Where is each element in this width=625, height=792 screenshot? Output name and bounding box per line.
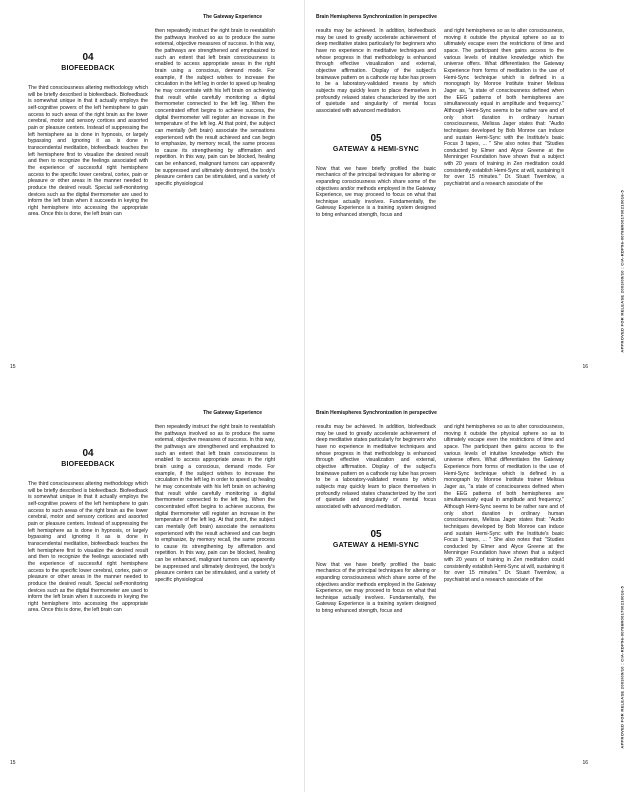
body-text: then repeatedly instruct the right brain to reestablish the pathways involved so as to produce the same external, objective measures of success. In this way, the pathways are strengthened and emphasized to such an extent that left brain consciousness is enabled to access appropriate areas in the right brain using a conscious, demand mode. For example, if the subject wishes to increase the circulation in the left leg in order to speed up healing he may concentrate with his left brain on achieving that result while carefully monitoring a digital thermometer connected to the left leg. When the concentrated effort begins to achieve success, the digital thermometer will register an increase in the temperature of the left leg. At that point, the subject can mentally (left brain) associate the sensations experienced with the result achieved and can begin to emphasize, by memory recall, the same process to cause its strengthening by affirmation and repetition. In this way, pain can be blocked, healing can be enhanced, malignant tumors can apparently be suppressed and ultimately destroyed, the body's pleasure centers can be stimulated, and a variety of specific physiological bbox=[155, 28, 275, 188]
left-page-column-1 bbox=[28, 448, 148, 614]
right-page-header: Brain Hemispheres Synchronization in perspective bbox=[316, 410, 437, 416]
left-page-header: The Gateway Experience bbox=[203, 14, 262, 20]
left-page-column-2 bbox=[155, 424, 275, 584]
section-number: 04 bbox=[82, 448, 94, 459]
left-page-column-2 bbox=[155, 28, 275, 188]
release-stamp: APPROVED FOR RELEASE 2003/09/10 : CIA-RDP96-00788R001700210016-5 bbox=[620, 190, 625, 353]
right-page-column-2 bbox=[444, 28, 564, 188]
section-05-heading bbox=[316, 133, 436, 154]
body-text: Now that we have briefly profiled the basic mechanics of the principal techniques for altering or expanding consciousness which share some of the objectives and/or methods employed in the Gateway Experience, we may proceed to focus on what that technique actually involves. Fundamentally, the Gateway Experience is a training system designed to bring enhanced strength, focus and bbox=[316, 165, 436, 219]
section-04-heading bbox=[28, 448, 148, 469]
body-text: then repeatedly instruct the right brain to reestablish the pathways involved so as to produce the same external, objective measures of success. In this way, the pathways are strengthened and emphasized to such an extent that left brain consciousness is enabled to access appropriate areas in the right brain using a conscious, demand mode. For example, if the subject wishes to increase the circulation in the left leg in order to speed up healing he may concentrate with his left brain on achieving that result while carefully monitoring a digital thermometer connected to the left leg. When the concentrated effort begins to achieve success, the digital thermometer will register an increase in the temperature of the left leg. At that point, the subject can mentally (left brain) associate the sensations experienced with the result achieved and can begin to emphasize, by memory recall, the same process to cause its strengthening by affirmation and repetition. In this way, pain can be blocked, healing can be enhanced, malignant tumors can apparently be suppressed and ultimately destroyed, the body's pleasure centers can be stimulated, and a variety of specific physiological bbox=[155, 424, 275, 584]
release-stamp: APPROVED FOR RELEASE 2003/09/10 : CIA-RDP96-00788R001700210016-5 bbox=[620, 586, 625, 749]
gutter-divider bbox=[304, 396, 305, 792]
right-page-header: Brain Hemispheres Synchronization in perspective bbox=[316, 14, 437, 20]
body-text: and right hemispheres so as to alter consciousness, moving it outside the physical sphere so as to ultimately escape even the restrictions of time and space. The participant then gains access to the various levels of intuitive knowledge which the universe offers. What differentiates the Gateway Experience from forms of meditation is the use of Hemi-Sync technique which is defined in a monograph by Monroe Institute trainer Melissa Jager as, "a state of consciousness defined when the EEG patterns of both hemispheres are simultaneously equal in amplitude and frequency." Although Hemi-Sync seems to be rather rare and of only short duration in ordinary human consciousness, Melissa Jager states that: "Audio techniques developed by Bob Monroe can induce and sustain Hemi-Sync with the Institute's basic Focus 3 tapes, ... " She also notes that: "Studies conducted by Elmer and Alyce Greene at the Menninger Foundation have shown that a subject with 20 years of training in Zen meditation could consistently establish Hemi-Sync at will, sustaining it for over 15 minutes." Dr. Stuart Twemlow, a psychiatrist and a research associate of the bbox=[444, 424, 564, 584]
body-text: The third consciousness altering methodology which will be briefly described is biofeedback. Biofeedback is somewhat unique in that it actually employs the self-cognitive powers of the left hemisphere to gain access to such areas of the right brain as the lower cerebral, motor and sensory cortices and assorted pain or pleasure centers. Instead of suppressing the left hemisphere as is done in hypnosis, or largely bypassing and ignoring it as is done in transcendental meditation, biofeedback teaches the left hemisphere first to visualize the desired result and then to recognize the feelings associated with the experience of successful right hemisphere access to the specific lower cerebral, cortex, pain or pleasure or other areas in the manner needed to produce the desired result. Special self-monitoring devices such as the digital thermometer are used to inform the left brain when it succeeds in keying the right hemisphere into accessing the appropriate area. Once this is done, the left brain can bbox=[28, 481, 148, 614]
body-text: results may be achieved. In addition, biofeedback may be used to greatly accelerate achievement of deep meditative states particularly for beginners who have no experience in meditative techniques and whose progress in that methodology is enhanced through effective visualization and external, objective affirmation. Display of the subject's brainwave pattern on a cathode ray tube has proven to be a laboratory-validated means by which subjects may quickly learn to place themselves in profoundly relaxed states characterized by the sort of quietude and singularity of mental focus associated with advanced meditation. bbox=[316, 424, 437, 510]
body-text: The third consciousness altering methodology which will be briefly described is biofeedback. Biofeedback is somewhat unique in that it actually employs the self-cognitive powers of the left hemisphere to gain access to such areas of the right brain as the lower cerebral, motor and sensory cortices and assorted pain or pleasure centers. Instead of suppressing the left hemisphere as is done in hypnosis, or largely bypassing and ignoring it as is done in transcendental meditation, biofeedback teaches the left hemisphere first to visualize the desired result and then to recognize the feelings associated with the experience of successful right hemisphere access to the specific lower cerebral, cortex, pain or pleasure or other areas in the manner needed to produce the desired result. Special self-monitoring devices such as the digital thermometer are used to inform the left brain when it succeeds in keying the right hemisphere into accessing the appropriate area. Once this is done, the left brain can bbox=[28, 85, 148, 218]
left-page-column-1 bbox=[28, 52, 148, 218]
left-page bbox=[0, 396, 300, 792]
section-title: GATEWAY & HEMI-SYNC bbox=[332, 145, 420, 153]
page-number: 16 bbox=[582, 364, 588, 370]
section-number: 04 bbox=[82, 52, 94, 63]
body-text: results may be achieved. In addition, biofeedback may be used to greatly accelerate achievement of deep meditative states particularly for beginners who have no experience in meditative techniques and whose progress in that methodology is enhanced through effective visualization and external, objective affirmation. Display of the subject's brainwave pattern on a cathode ray tube has proven to be a laboratory-validated means by which subjects may quickly learn to place themselves in profoundly relaxed states characterized by the sort of quietude and singularity of mental focus associated with advanced meditation. bbox=[316, 28, 437, 114]
right-page-column-1 bbox=[316, 28, 436, 219]
page-number: 15 bbox=[10, 364, 16, 370]
body-text: and right hemispheres so as to alter consciousness, moving it outside the physical sphere so as to ultimately escape even the restrictions of time and space. The participant then gains access to the various levels of intuitive knowledge which the universe offers. What differentiates the Gateway Experience from forms of meditation is the use of Hemi-Sync technique which is defined in a monograph by Monroe Institute trainer Melissa Jager as, "a state of consciousness defined when the EEG patterns of both hemispheres are simultaneously equal in amplitude and frequency." Although Hemi-Sync seems to be rather rare and of only short duration in ordinary human consciousness, Melissa Jager states that: "Audio techniques developed by Bob Monroe can induce and sustain Hemi-Sync with the Institute's basic Focus 3 tapes, ... " She also notes that: "Studies conducted by Elmer and Alyce Greene at the Menninger Foundation have shown that a subject with 20 years of training in Zen meditation could consistently establish Hemi-Sync at will, sustaining it for over 15 minutes." Dr. Stuart Twemlow, a psychiatrist and a research associate of the bbox=[444, 28, 564, 188]
section-05-heading bbox=[316, 529, 436, 550]
page-number: 15 bbox=[10, 760, 16, 766]
right-page bbox=[306, 396, 625, 792]
section-number: 05 bbox=[370, 132, 382, 144]
left-page-header: The Gateway Experience bbox=[203, 410, 262, 416]
right-page-column-2 bbox=[444, 424, 564, 584]
bottom-spread bbox=[0, 396, 625, 792]
section-title: BIOFEEDBACK bbox=[61, 65, 115, 72]
left-page bbox=[0, 0, 300, 396]
page-number: 16 bbox=[582, 760, 588, 766]
section-title: GATEWAY & HEMI-SYNC bbox=[332, 541, 420, 549]
gutter-divider bbox=[304, 0, 305, 396]
section-title: BIOFEEDBACK bbox=[61, 461, 115, 468]
body-text: Now that we have briefly profiled the basic mechanics of the principal techniques for altering or expanding consciousness which share some of the objectives and/or methods employed in the Gateway Experience, we may proceed to focus on what that technique actually involves. Fundamentally, the Gateway Experience is a training system designed to bring enhanced strength, focus and bbox=[316, 561, 436, 615]
section-number: 05 bbox=[370, 528, 382, 540]
section-04-heading bbox=[28, 52, 148, 73]
right-page bbox=[306, 0, 625, 396]
right-page-column-1 bbox=[316, 424, 436, 615]
